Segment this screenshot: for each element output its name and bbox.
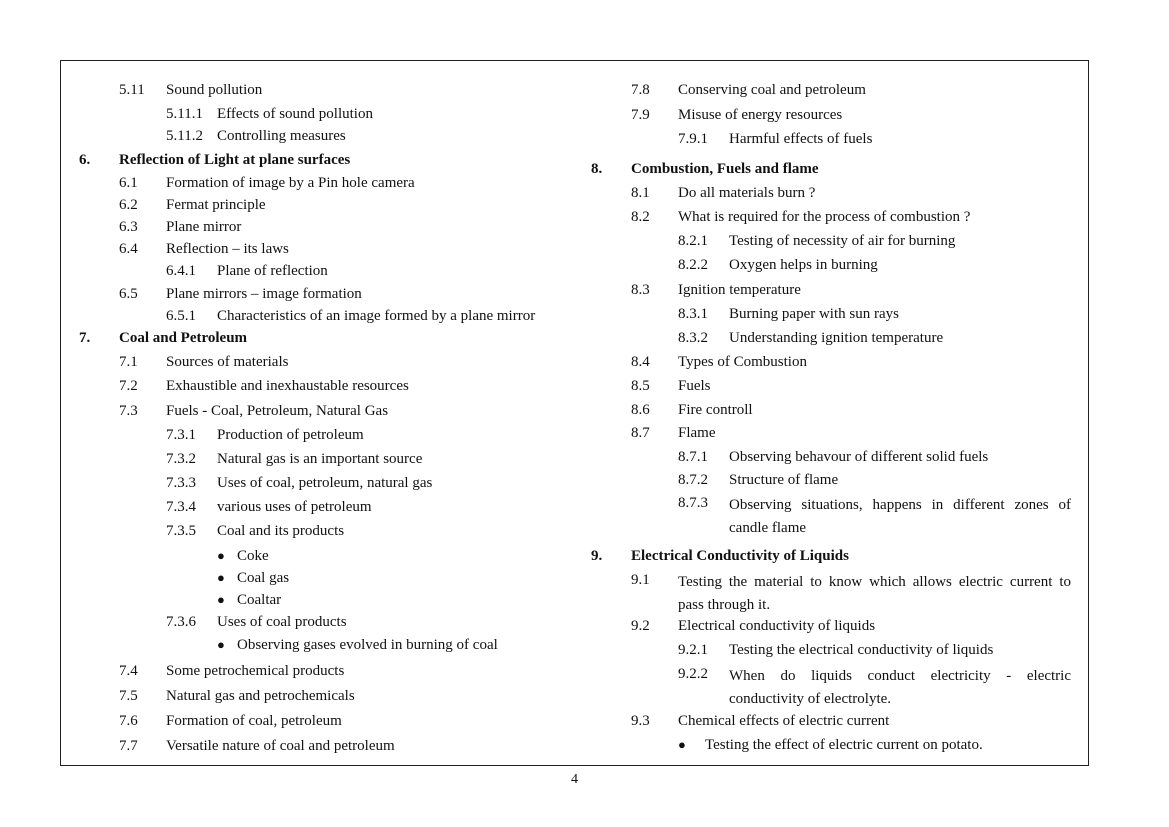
toc-entry-text: Exhaustible and inexhaustable resources [166,378,409,394]
toc-chapter-title: Reflection of Light at plane surfaces [119,152,351,168]
toc-number: 6.4.1 [166,263,196,279]
toc-entry-text: When do liquids conduct electricity - electric conductivity of electrolyte. [729,668,1071,707]
toc-number: 8.3 [631,282,650,298]
toc-number: 7.2 [119,378,138,394]
toc-number: 6.1 [119,175,138,191]
toc-number: 7.9.1 [678,131,708,147]
toc-entry-text: Types of Combustion [678,354,807,370]
toc-entry-text: Fuels - Coal, Petroleum, Natural Gas [166,403,389,419]
toc-number: 8.7.1 [678,449,708,465]
toc-number: 8.7.2 [678,472,708,488]
toc-entry-text: Ignition temperature [678,282,801,298]
toc-entry-text: Structure of flame [729,472,839,488]
toc-number: 6.4 [119,241,138,257]
toc-number: 7.3.6 [166,614,196,630]
toc-number: 8.4 [631,354,650,370]
toc-entry-text: Sound pollution [166,82,263,98]
toc-entry-text: Uses of coal products [217,614,347,630]
toc-entry-text: Uses of coal, petroleum, natural gas [217,475,433,491]
toc-number: 8.3.2 [678,330,708,346]
toc-number: 7.3.5 [166,523,196,539]
toc-number: 8.1 [631,185,650,201]
toc-entry-text: Understanding ignition temperature [729,330,944,346]
bullet-icon: ● [217,592,225,607]
contents-frame [60,60,1089,766]
toc-number: 8. [591,161,603,177]
page-number: 4 [571,772,578,787]
toc-number: 5.11.1 [166,106,203,122]
toc-number: 7.3.4 [166,499,196,515]
toc-number: 7.3.2 [166,451,196,467]
toc-bullet-item: Testing the effect of electric current on potato. [705,737,983,753]
toc-entry-text: Controlling measures [217,128,346,144]
toc-entry-text: Electrical conductivity of liquids [678,618,876,634]
toc-entry-text: Oxygen helps in burning [729,257,878,273]
toc-number: 8.2 [631,209,650,225]
toc-entry-text: Some petrochemical products [166,663,345,679]
toc-number: 8.3.1 [678,306,708,322]
toc-number: 7. [79,330,91,346]
toc-number: 7.3 [119,403,138,419]
toc-entry-text: Production of petroleum [217,427,364,443]
toc-entry-text: Plane mirror [166,219,242,235]
toc-entry-text: Plane mirrors – image formation [166,286,362,302]
toc-number: 8.6 [631,402,650,418]
toc-entry-text: Conserving coal and petroleum [678,82,866,98]
toc-number: 7.8 [631,82,650,98]
toc-entry-text: Natural gas is an important source [217,451,423,467]
toc-entry-text: Reflection – its laws [166,241,289,257]
toc-bullet-item: Coaltar [237,592,282,608]
toc-bullet-item: Coke [237,548,269,564]
toc-entry-text: Fuels [678,378,711,394]
toc-chapter-title: Coal and Petroleum [119,330,248,346]
toc-entry-text: Versatile nature of coal and petroleum [166,738,395,754]
toc-entry-text: Harmful effects of fuels [729,131,873,147]
toc-entry-text: various uses of petroleum [217,499,372,515]
toc-entry-text: Testing of necessity of air for burning [729,233,956,249]
toc-entry-text: What is required for the process of combustion ? [678,209,971,225]
toc-number: 7.5 [119,688,138,704]
toc-number: 9.2 [631,618,650,634]
toc-number: 6.3 [119,219,138,235]
toc-number: 6.5 [119,286,138,302]
toc-entry-text: Sources of materials [166,354,289,370]
toc-number: 7.6 [119,713,138,729]
toc-entry-text: Chemical effects of electric current [678,713,890,729]
bullet-icon: ● [217,570,225,585]
toc-entry-text: Plane of reflection [217,263,328,279]
toc-bullet-item: Observing gases evolved in burning of coal [237,637,498,653]
toc-number: 8.7.3 [678,495,708,511]
toc-number: 9.2.2 [678,666,708,682]
toc-entry-text: Testing the electrical conductivity of liquids [729,642,994,658]
toc-number: 5.11.2 [166,128,203,144]
toc-entry-text: Observing situations, happens in different zones of candle flame [729,497,1071,536]
toc-number: 9. [591,548,603,564]
toc-entry-text: Characteristics of an image formed by a plane mirror [217,308,536,324]
toc-number: 7.7 [119,738,138,754]
bullet-icon: ● [217,548,225,563]
toc-number: 7.9 [631,107,650,123]
toc-number: 7.3.1 [166,427,196,443]
toc-entry-text: Formation of image by a Pin hole camera [166,175,415,191]
toc-number: 9.2.1 [678,642,708,658]
toc-number: 8.5 [631,378,650,394]
bullet-icon: ● [217,637,225,652]
toc-entry-text: Observing behavour of different solid fuels [729,449,989,465]
toc-entry-text: Do all materials burn ? [678,185,816,201]
toc-number: 9.3 [631,713,650,729]
toc-number: 7.4 [119,663,138,679]
toc-entry-text: Fermat principle [166,197,266,213]
toc-entry-text: Effects of sound pollution [217,106,373,122]
toc-number: 6.5.1 [166,308,196,324]
toc-entry-text: Coal and its products [217,523,345,539]
toc-number: 7.3.3 [166,475,196,491]
bullet-icon: ● [678,737,686,752]
toc-entry-text: Formation of coal, petroleum [166,713,342,729]
toc-entry-text: Burning paper with sun rays [729,306,899,322]
toc-entry-text: Fire controll [678,402,753,418]
toc-number: 9.1 [631,572,650,588]
toc-number: 7.1 [119,354,138,370]
toc-number: 5.11 [119,82,145,98]
toc-entry-text: Misuse of energy resources [678,107,843,123]
toc-entry-text: Flame [678,425,716,441]
toc-entry-text: Natural gas and petrochemicals [166,688,355,704]
toc-chapter-title: Electrical Conductivity of Liquids [631,548,849,564]
toc-number: 8.2.2 [678,257,708,273]
toc-number: 8.2.1 [678,233,708,249]
toc-chapter-title: Combustion, Fuels and flame [631,161,819,177]
toc-number: 8.7 [631,425,650,441]
toc-number: 6. [79,152,91,168]
toc-bullet-item: Coal gas [237,570,290,586]
toc-number: 6.2 [119,197,138,213]
toc-entry-text: Testing the material to know which allows electric current to pass through it. [678,574,1071,613]
